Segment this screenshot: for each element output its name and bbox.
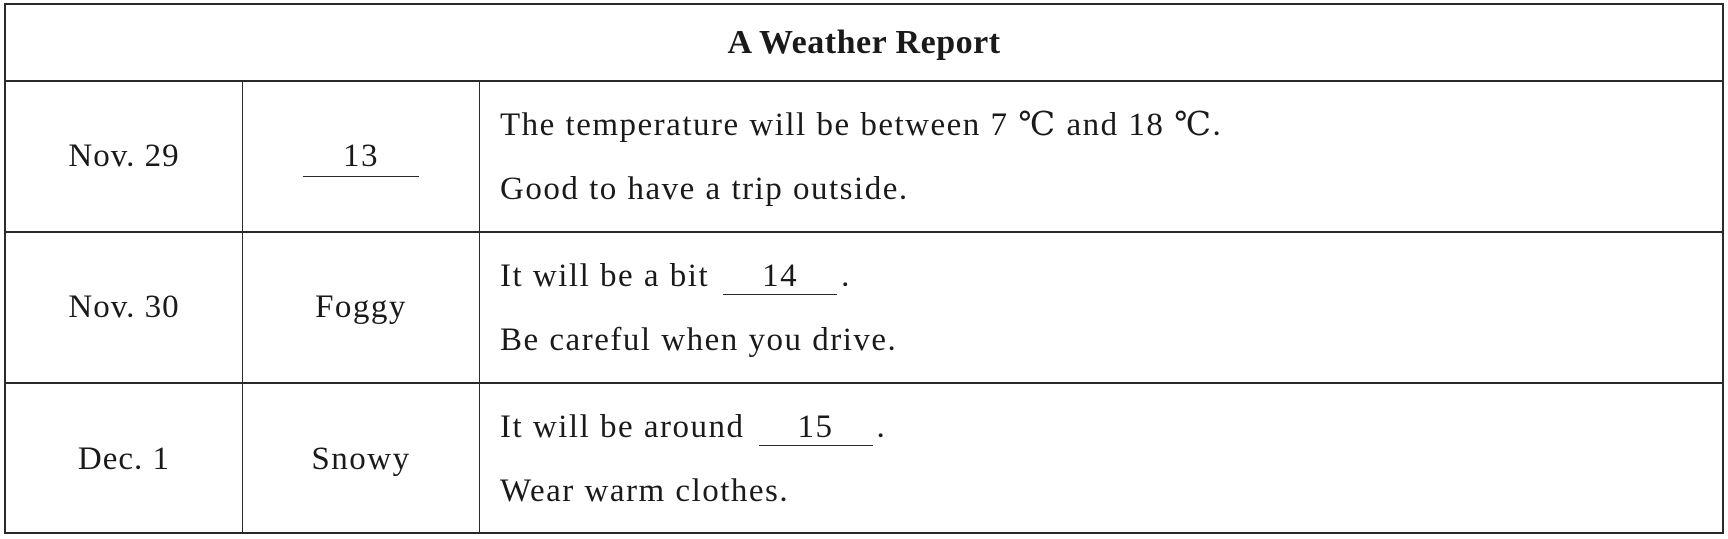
answer-blank: 13 <box>303 136 419 177</box>
note-line: Wear warm clothes. <box>500 473 790 509</box>
note-line: Be careful when you drive. <box>500 321 898 358</box>
table-title: A Weather Report <box>6 5 1722 82</box>
note-punctuation: . <box>876 409 887 445</box>
weather-cell: Foggy <box>243 233 480 382</box>
table-row <box>6 82 1722 233</box>
weather-report-table <box>4 3 1724 534</box>
note-line <box>500 395 886 459</box>
weather-cell <box>243 82 480 231</box>
note-line: Good to have a trip outside. <box>500 170 909 207</box>
note-punctuation: . <box>841 257 851 294</box>
note-line <box>500 244 851 308</box>
note-text: It will be around <box>500 409 745 445</box>
date-cell: Nov. 29 <box>6 82 243 231</box>
date-cell: Dec. 1 <box>6 384 243 534</box>
weather-cell: Snowy <box>243 384 480 534</box>
table-row <box>6 384 1722 534</box>
date-cell: Nov. 30 <box>6 233 243 382</box>
answer-blank: 15 <box>759 409 873 446</box>
answer-blank: 14 <box>723 258 837 295</box>
notes-cell <box>480 233 1722 382</box>
note-line: The temperature will be between 7 ℃ and 18 ℃. <box>500 106 1223 143</box>
table-row <box>6 233 1722 384</box>
note-text: It will be a bit <box>500 257 710 294</box>
notes-cell <box>480 384 1722 534</box>
notes-cell <box>480 82 1722 231</box>
